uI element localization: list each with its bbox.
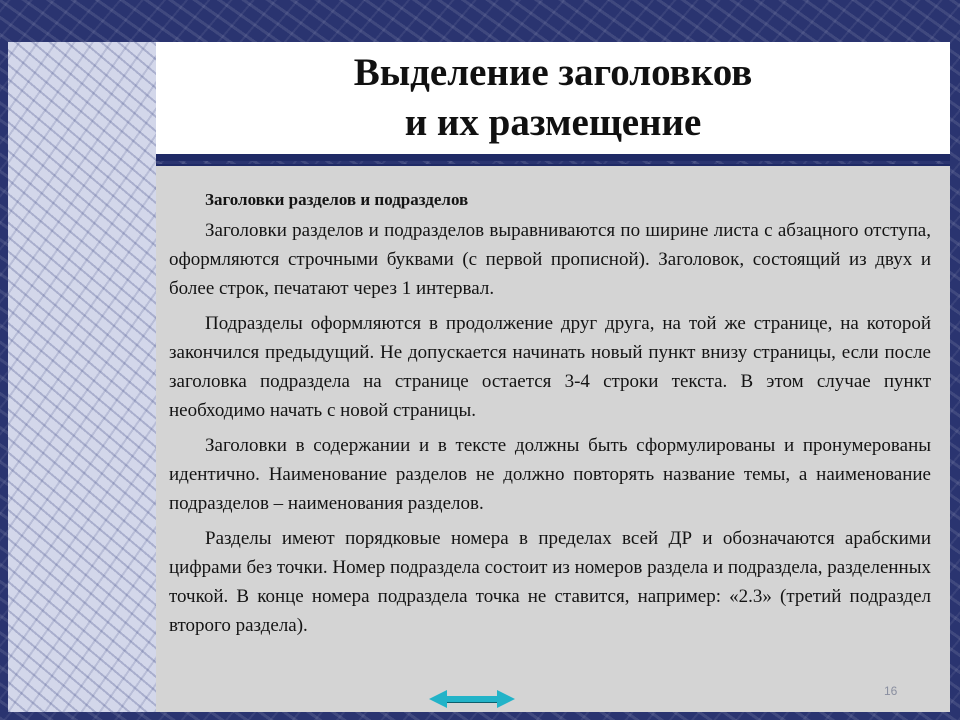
arrow-left-icon[interactable] bbox=[429, 690, 447, 708]
arrow-right-icon[interactable] bbox=[497, 690, 515, 708]
title-divider-thick bbox=[156, 154, 950, 161]
paragraph-2: Подразделы оформляются в продолжение друг друга, на той же странице, на которой закончился предыдущий. Не допускается начинать новый пункт внизу страницы, если после заголовка подраздела на странице остается 3-4 строки текста. В этом случае пункт необходимо начать с новой страницы. bbox=[169, 313, 931, 421]
nav-arrow-shaft-right bbox=[472, 696, 497, 702]
paragraph-1: Заголовки разделов и подразделов выравниваются по ширине листа с абзацного отступа, оформляются строчными буквами (с первой прописной). Заголовок, состоящий из двух и более строк, печатают через 1 интервал. bbox=[169, 220, 931, 299]
content-panel bbox=[156, 166, 950, 712]
decorative-pattern-strip bbox=[8, 42, 156, 712]
paragraph-3: Заголовки в содержании и в тексте должны быть сформулированы и пронумерованы идентично. Наименование разделов не должно повторять название темы, а наименование подразделов – наименования разделов. bbox=[169, 435, 931, 514]
page-number: 16 bbox=[884, 684, 898, 698]
slide-title-line-2: и их размещение bbox=[404, 101, 702, 144]
nav-arrow-shaft-left bbox=[447, 696, 472, 702]
slide-body bbox=[169, 188, 931, 646]
title-panel bbox=[156, 42, 950, 154]
section-subheading: Заголовки разделов и подразделов bbox=[205, 190, 469, 209]
paragraph-4: Разделы имеют порядковые номера в пределах всей ДР и обозначаются арабскими цифрами без точки. Номер подраздела состоит из номеров раздела и подраздела, разделенных точкой. В конце номера подраздела точка не ставится, например: «2.3» (третий подраздел второго раздела). bbox=[169, 528, 931, 636]
slide-title-line-1: Выделение заголовков bbox=[353, 51, 753, 94]
slide-navigation bbox=[429, 688, 515, 710]
